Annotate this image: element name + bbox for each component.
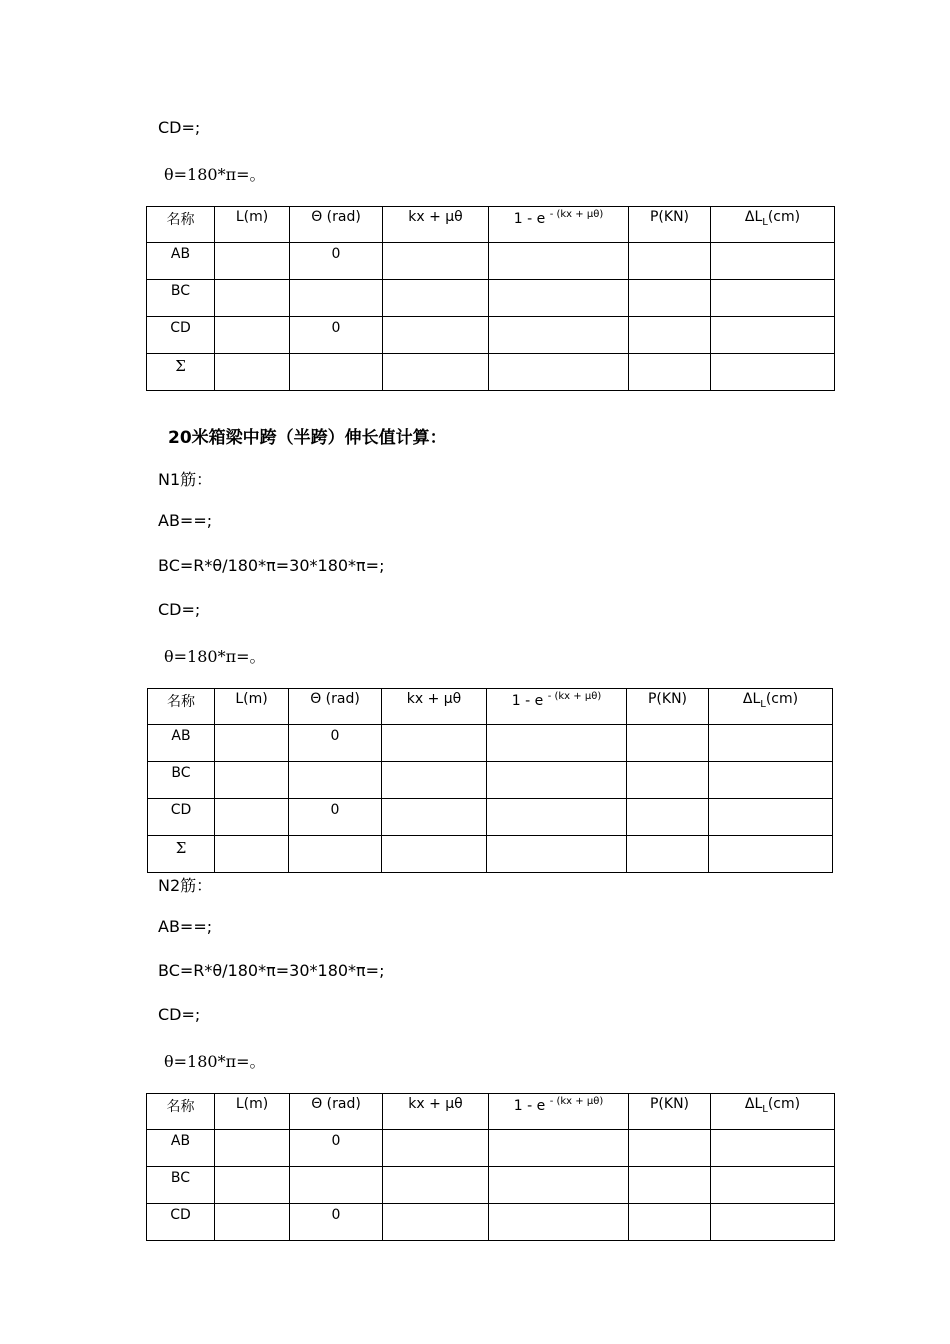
header-exp: 1 - e $^{- (kx + \mu\theta)}$: [487, 689, 627, 725]
n1-bc-formula: BC=R*θ/180*π=30*180*π=;: [158, 556, 385, 575]
row-theta: 0: [290, 317, 383, 354]
header-exp: 1 - e $^{- (kx + \mu\theta)}$: [489, 207, 629, 243]
table-row: [148, 762, 833, 799]
row-name: AB: [148, 725, 215, 762]
elongation-table-1: [146, 206, 835, 391]
header-length: L(m): [215, 689, 289, 725]
row-name: CD: [147, 317, 215, 354]
row-theta: [289, 836, 382, 873]
row-name: CD: [147, 1204, 215, 1241]
n2-title: N2筋：: [158, 876, 213, 895]
header-angle: Θ (rad): [290, 1094, 383, 1130]
header-name: 名称: [147, 207, 215, 243]
row-name: BC: [148, 762, 215, 799]
header-kx-mu-theta: kx + μθ: [383, 207, 489, 243]
header-force: P(KN): [629, 1094, 711, 1130]
cd-formula-1: CD=;: [158, 118, 201, 137]
table-row: [147, 317, 835, 354]
table-row: [147, 280, 835, 317]
table-row: [147, 1204, 835, 1241]
table-header-row: [147, 1094, 835, 1130]
n1-title: N1筋：: [158, 470, 213, 489]
row-theta: 0: [289, 725, 382, 762]
row-theta: [290, 1167, 383, 1204]
elongation-table-n2: [146, 1093, 835, 1241]
table-header-row: [147, 207, 835, 243]
header-angle: Θ (rad): [290, 207, 383, 243]
theta-formula-1: θ=180*π=。: [164, 165, 266, 184]
row-theta: 0: [290, 1204, 383, 1241]
header-elongation: $\Delta L_L(cm)$: [711, 1094, 835, 1130]
row-theta: [290, 354, 383, 391]
row-name: Σ: [147, 354, 215, 391]
n1-ab-formula: AB==;: [158, 511, 213, 530]
table-row: [148, 836, 833, 873]
table-row: [147, 1167, 835, 1204]
row-theta: 0: [289, 799, 382, 836]
row-theta: [289, 762, 382, 799]
row-name: AB: [147, 243, 215, 280]
n2-bc-formula: BC=R*θ/180*π=30*180*π=;: [158, 961, 385, 980]
row-theta: 0: [290, 1130, 383, 1167]
row-theta: [290, 280, 383, 317]
table-row: [148, 799, 833, 836]
header-force: P(KN): [629, 207, 711, 243]
elongation-table-n1: [147, 688, 833, 873]
row-name: BC: [147, 1167, 215, 1204]
n2-ab-formula: AB==;: [158, 917, 213, 936]
table-header-row: [148, 689, 833, 725]
section-heading: 20米箱梁中跨（半跨）伸长值计算：: [168, 428, 447, 448]
header-force: P(KN): [627, 689, 709, 725]
header-kx-mu-theta: kx + μθ: [382, 689, 487, 725]
row-name: AB: [147, 1130, 215, 1167]
header-exp: 1 - e $^{- (kx + \mu\theta)}$: [489, 1094, 629, 1130]
row-name: CD: [148, 799, 215, 836]
row-name: Σ: [148, 836, 215, 873]
header-elongation: $\Delta L_L(cm)$: [709, 689, 833, 725]
header-name: 名称: [147, 1094, 215, 1130]
header-length: L(m): [215, 207, 290, 243]
table-row: [147, 1130, 835, 1167]
n2-theta-formula: θ=180*π=。: [164, 1052, 266, 1071]
row-name: BC: [147, 280, 215, 317]
n1-theta-formula: θ=180*π=。: [164, 647, 266, 666]
header-length: L(m): [215, 1094, 290, 1130]
header-angle: Θ (rad): [289, 689, 382, 725]
table-row: [147, 354, 835, 391]
table-row: [148, 725, 833, 762]
header-elongation: $\Delta L_L(cm)$: [711, 207, 835, 243]
header-name: 名称: [148, 689, 215, 725]
n2-cd-formula: CD=;: [158, 1005, 201, 1024]
row-theta: 0: [290, 243, 383, 280]
n1-cd-formula: CD=;: [158, 600, 201, 619]
table-row: [147, 243, 835, 280]
header-kx-mu-theta: kx + μθ: [383, 1094, 489, 1130]
